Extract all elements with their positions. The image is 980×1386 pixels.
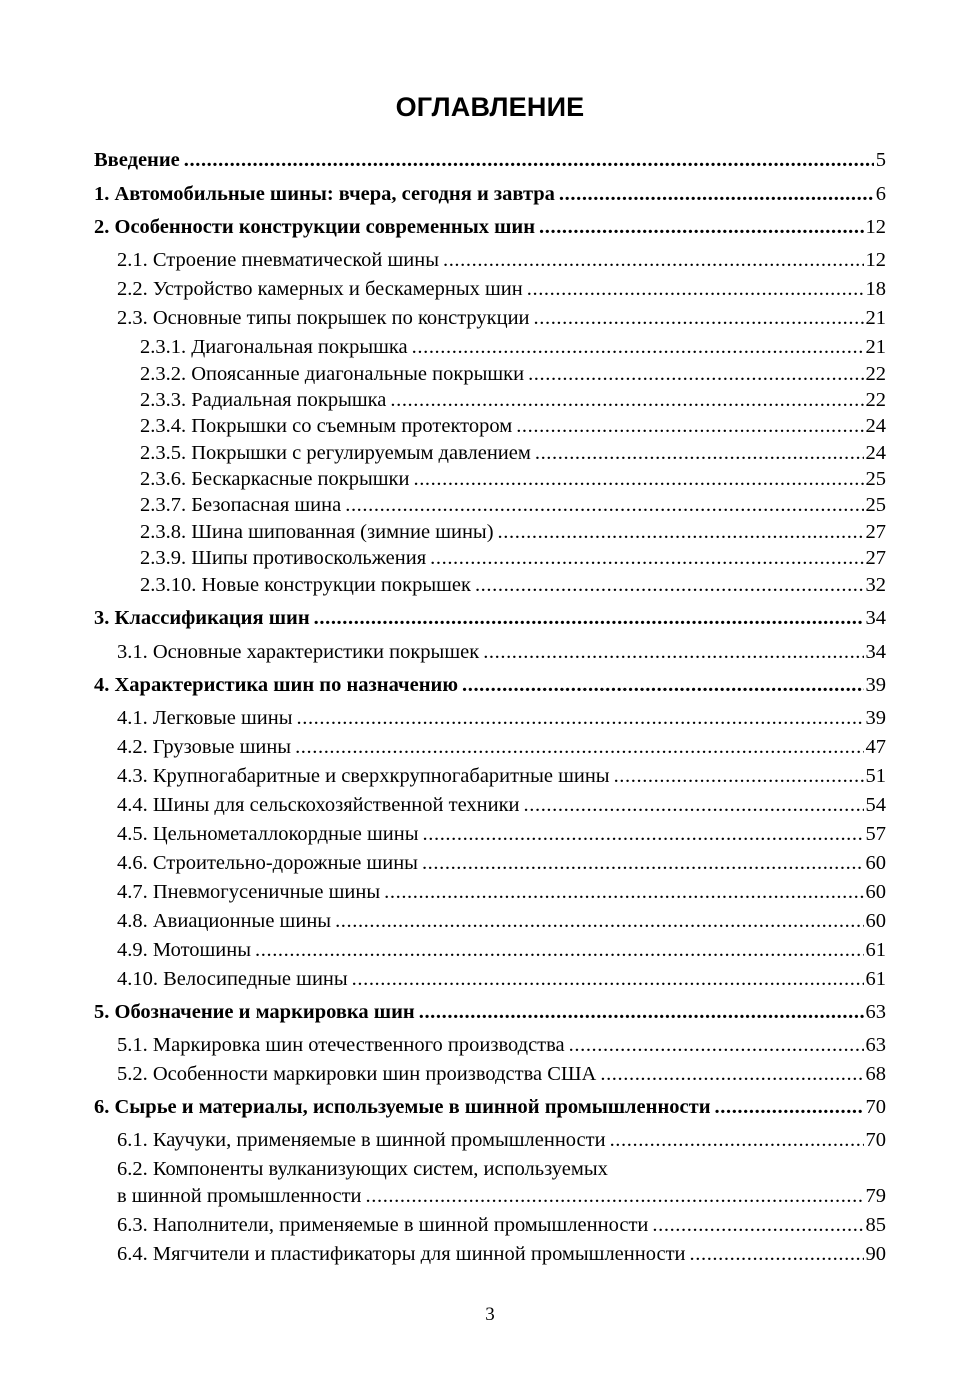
- toc-entry[interactable]: [117, 792, 886, 818]
- toc-page-number: 24: [865, 442, 886, 464]
- toc-entry[interactable]: [117, 1212, 886, 1238]
- dot-leader: [569, 1032, 864, 1058]
- toc-page-number: 63: [865, 1001, 886, 1023]
- page-title: ОГЛАВЛЕНИЕ: [395, 92, 585, 122]
- dot-leader: [462, 672, 864, 698]
- toc-entry-title: в шинной промышленности: [117, 1185, 362, 1207]
- dot-leader: [295, 734, 863, 760]
- toc-entry[interactable]: [140, 466, 886, 492]
- toc-entry-title: 1. Автомобильные шины: вчера, сегодня и завтра: [94, 183, 555, 205]
- toc-entry[interactable]: [117, 639, 886, 665]
- toc-page-number: 61: [865, 968, 886, 990]
- toc-entry-title: 4.7. Пневмогусеничные шины: [117, 881, 381, 903]
- toc-entry-title: 4.1. Легковые шины: [117, 707, 293, 729]
- toc-entry-title: 4. Характеристика шин по назначению: [94, 674, 458, 696]
- toc-entry[interactable]: [117, 276, 886, 302]
- toc-page-number: 61: [865, 939, 886, 961]
- toc-entry-title: 2.3.7. Безопасная шина: [140, 494, 342, 516]
- dot-leader: [614, 763, 864, 789]
- toc-page-number: 47: [865, 736, 886, 758]
- dot-leader: [184, 147, 874, 173]
- dot-leader: [690, 1241, 864, 1267]
- toc-entry[interactable]: [117, 247, 886, 273]
- toc-entry-title: 2.3.4. Покрышки со съемным протектором: [140, 415, 513, 437]
- dot-leader: [366, 1183, 864, 1209]
- toc-page-number: 34: [865, 641, 886, 663]
- toc-page-number: 32: [865, 574, 886, 596]
- dot-leader: [297, 705, 864, 731]
- toc-entry[interactable]: [94, 1094, 886, 1120]
- toc-page-number: 24: [865, 415, 886, 437]
- toc-entry[interactable]: [117, 734, 886, 760]
- toc-entry-title: 4.8. Авиационные шины: [117, 910, 332, 932]
- toc-entry[interactable]: [140, 387, 886, 413]
- toc-entry-title: 2.3. Основные типы покрышек по конструкции: [117, 307, 530, 329]
- toc-entry-title: 3. Классификация шин: [94, 607, 310, 629]
- toc-entry-first-line[interactable]: 6.2. Компоненты вулканизующих систем, используемых: [117, 1158, 608, 1180]
- toc-entry[interactable]: [117, 821, 886, 847]
- dot-leader: [600, 1061, 863, 1087]
- toc-entry-title: 2.3.5. Покрышки с регулируемым давлением: [140, 442, 531, 464]
- toc-entry-title: 4.10. Велосипедные шины: [117, 968, 348, 990]
- toc-entry[interactable]: [140, 492, 886, 518]
- toc-entry-title: 4.4. Шины для сельскохозяйственной техники: [117, 794, 520, 816]
- dot-leader: [443, 247, 864, 273]
- toc-entry-title: 6.4. Мягчители и пластификаторы для шинной промышленности: [117, 1243, 686, 1265]
- toc-page-number: 25: [865, 494, 886, 516]
- toc-page-number: 34: [865, 607, 886, 629]
- toc-entry[interactable]: [140, 361, 886, 387]
- toc-entry[interactable]: [140, 519, 886, 545]
- toc-entry[interactable]: [94, 214, 886, 240]
- dot-leader: [430, 545, 863, 571]
- toc-page-number: 5: [875, 149, 886, 171]
- toc-entry-title: 4.5. Цельнометаллокордные шины: [117, 823, 419, 845]
- toc-entry-title: 6.3. Наполнители, применяемые в шинной промышленности: [117, 1214, 649, 1236]
- dot-leader: [715, 1094, 864, 1120]
- dot-leader: [652, 1212, 863, 1238]
- toc-entry[interactable]: [140, 413, 886, 439]
- toc-entry[interactable]: [140, 440, 886, 466]
- toc-page-number: 60: [865, 910, 886, 932]
- toc-entry[interactable]: [117, 937, 886, 963]
- toc-page-number: 39: [865, 707, 886, 729]
- toc-page-number: 22: [865, 363, 886, 385]
- dot-leader: [534, 305, 864, 331]
- toc-page-number: 27: [865, 521, 886, 543]
- dot-leader: [412, 334, 864, 360]
- toc-entry-title: 3.1. Основные характеристики покрышек: [117, 641, 480, 663]
- dot-leader: [345, 492, 863, 518]
- dot-leader: [255, 937, 863, 963]
- toc-page-number: 22: [865, 389, 886, 411]
- dot-leader: [314, 605, 864, 631]
- toc-page-number: 54: [865, 794, 886, 816]
- dot-leader: [483, 639, 863, 665]
- dot-leader: [498, 519, 864, 545]
- toc-page-number: 21: [865, 336, 886, 358]
- toc-page-number: 63: [865, 1034, 886, 1056]
- dot-leader: [535, 440, 864, 466]
- dot-leader: [528, 361, 863, 387]
- dot-leader: [423, 821, 864, 847]
- toc-entry[interactable]: [94, 181, 886, 207]
- toc-entry[interactable]: [117, 763, 886, 789]
- toc-page-number: 12: [865, 249, 886, 271]
- toc-entry-title: 2. Особенности конструкции современных шин: [94, 216, 536, 238]
- toc-entry-title: 2.3.9. Шипы противоскольжения: [140, 547, 427, 569]
- dot-leader: [527, 276, 864, 302]
- toc-entry-title: 4.2. Грузовые шины: [117, 736, 292, 758]
- toc-entry-title: 5. Обозначение и маркировка шин: [94, 1001, 415, 1023]
- toc-entry[interactable]: [94, 672, 886, 698]
- toc-page-number: 18: [865, 278, 886, 300]
- dot-leader: [610, 1127, 864, 1153]
- toc-entry-title: 2.1. Строение пневматической шины: [117, 249, 439, 271]
- toc-entry[interactable]: [117, 850, 886, 876]
- toc-entry[interactable]: [140, 572, 886, 598]
- dot-leader: [352, 966, 864, 992]
- dot-leader: [422, 850, 864, 876]
- toc-entry[interactable]: [94, 147, 886, 173]
- toc-page-number: 68: [865, 1063, 886, 1085]
- toc-entry[interactable]: [117, 1241, 886, 1267]
- toc-entry-title: Введение: [94, 149, 180, 171]
- toc-entry[interactable]: [94, 999, 886, 1025]
- toc-page-number: 60: [865, 881, 886, 903]
- toc-entry[interactable]: [117, 1183, 886, 1209]
- toc-entry[interactable]: [94, 605, 886, 631]
- toc-page-number: 70: [865, 1129, 886, 1151]
- toc-entry[interactable]: [140, 334, 886, 360]
- dot-leader: [419, 999, 864, 1025]
- toc-page-number: 79: [865, 1185, 886, 1207]
- dot-leader: [384, 879, 863, 905]
- toc-page-number: 51: [865, 765, 886, 787]
- toc-entry-title: 2.3.3. Радиальная покрышка: [140, 389, 387, 411]
- toc-page-number: 12: [865, 216, 886, 238]
- toc-entry-title: 4.3. Крупногабаритные и сверхкрупногабаритные шины: [117, 765, 610, 787]
- toc-page-number: 70: [865, 1096, 886, 1118]
- toc-entry[interactable]: [140, 545, 886, 571]
- dot-leader: [390, 387, 863, 413]
- toc-entry-title: 5.2. Особенности маркировки шин производства США: [117, 1063, 597, 1085]
- toc-entry[interactable]: [117, 966, 886, 992]
- toc-entry[interactable]: [117, 908, 886, 934]
- toc-page-number: 27: [865, 547, 886, 569]
- dot-leader: [475, 572, 864, 598]
- toc-page-number: 57: [865, 823, 886, 845]
- toc-page-number: 21: [865, 307, 886, 329]
- toc-page-number: 90: [865, 1243, 886, 1265]
- page-number: 3: [485, 1304, 495, 1325]
- toc-entry[interactable]: [117, 1127, 886, 1153]
- toc-page-number: 85: [865, 1214, 886, 1236]
- toc-entry-title: 2.2. Устройство камерных и бескамерных шин: [117, 278, 523, 300]
- toc-entry[interactable]: [117, 1032, 886, 1058]
- toc-entry[interactable]: [117, 705, 886, 731]
- toc-page-number: 39: [865, 674, 886, 696]
- dot-leader: [516, 413, 863, 439]
- toc-entry-title: 2.3.8. Шина шипованная (зимние шины): [140, 521, 494, 543]
- toc-entry-title: 2.3.6. Бескаркасные покрышки: [140, 468, 410, 490]
- dot-leader: [335, 908, 863, 934]
- toc-entry-title: 6. Сырье и материалы, используемые в шинной промышленности: [94, 1096, 711, 1118]
- dot-leader: [413, 466, 863, 492]
- toc-entry[interactable]: [117, 879, 886, 905]
- toc-entry-title: 2.3.10. Новые конструкции покрышек: [140, 574, 471, 596]
- dot-leader: [539, 214, 863, 240]
- toc-entry[interactable]: [117, 1061, 886, 1087]
- toc-entry-title: 6.1. Каучуки, применяемые в шинной промышленности: [117, 1129, 606, 1151]
- toc-entry-title: 2.3.2. Опоясанные диагональные покрышки: [140, 363, 525, 385]
- toc-entry[interactable]: [117, 305, 886, 331]
- toc-entry-title: 2.3.1. Диагональная покрышка: [140, 336, 408, 358]
- toc-page-number: 60: [865, 852, 886, 874]
- toc-entry-title: 4.9. Мотошины: [117, 939, 252, 961]
- toc-entry-title: 5.1. Маркировка шин отечественного производства: [117, 1034, 565, 1056]
- dot-leader: [559, 181, 874, 207]
- toc-page-number: 25: [865, 468, 886, 490]
- dot-leader: [524, 792, 864, 818]
- toc-page-number: 6: [875, 183, 886, 205]
- toc-entry-title: 4.6. Строительно-дорожные шины: [117, 852, 418, 874]
